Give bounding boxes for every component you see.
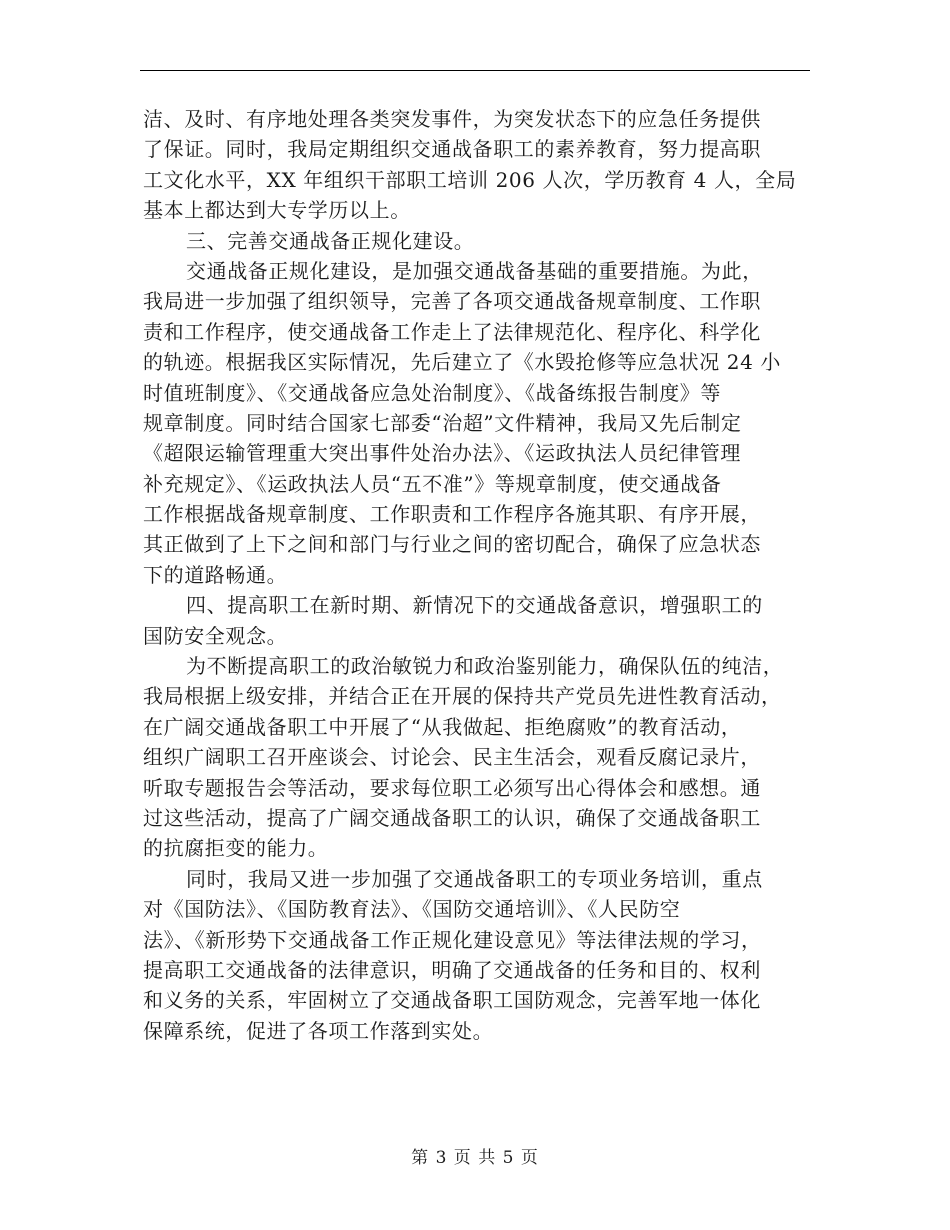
document-body bbox=[143, 104, 809, 1046]
text-line: 下的道路畅通。 bbox=[143, 562, 288, 587]
text-line: 为不断提高职工的政治敏锐力和政治鉴别能力，确保队伍的纯洁， bbox=[186, 654, 784, 679]
text-line: 法》、《新形势下交通战备工作正规化建设意见》等法律法规的学习， bbox=[143, 927, 762, 952]
text-line: 的抗腐拒变的能力。 bbox=[143, 836, 329, 861]
text-line: 补充规定》、《运政执法人员“五不准”》等规章制度，使交通战备 bbox=[143, 471, 722, 496]
text-line: 过这些活动，提高了广阔交通战备职工的认识，确保了交通战备职工 bbox=[143, 805, 761, 830]
text-line: 对《国防法》、《国防教育法》、《国防交通培训》、《人民防空 bbox=[143, 897, 681, 922]
text-line: 工文化水平，XX 年组织干部职工培训 206 人次，学历教育 4 人，全局 bbox=[143, 167, 797, 192]
text-line: 保障系统，促进了各项工作落到实处。 bbox=[143, 1018, 494, 1043]
text-line: 四、提高职工在新时期、新情况下的交通战备意识，增强职工的 bbox=[186, 593, 763, 618]
text-line: 了保证。同时，我局定期组织交通战备职工的素养教育，努力提高职 bbox=[143, 137, 761, 162]
text-line: 在广阔交通战备职工中开展了“从我做起、拒绝腐败”的教育活动， bbox=[143, 714, 742, 739]
text-line: 基本上都达到大专学历以上。 bbox=[143, 198, 411, 223]
text-line: 听取专题报告会等活动，要求每位职工必须写出心得体会和感想。通 bbox=[143, 775, 761, 800]
text-line: 《超限运输管理重大突出事件处治办法》、《运政执法人员纪律管理 bbox=[143, 441, 741, 466]
page-footer bbox=[0, 1143, 950, 1168]
text-line: 提高职工交通战备的法律意识，明确了交通战备的任务和目的、权利 bbox=[143, 957, 761, 982]
text-line: 我局根据上级安排，并结合正在开展的保持共产党员先进性教育活动， bbox=[143, 684, 782, 709]
text-line: 和义务的关系，牢固树立了交通战备职工国防观念，完善军地一体化 bbox=[143, 988, 761, 1013]
text-line: 洁、及时、有序地处理各类突发事件，为突发状态下的应急任务提供 bbox=[143, 107, 761, 131]
text-line: 同时，我局又进一步加强了交通战备职工的专项业务培训，重点 bbox=[186, 866, 763, 891]
text-line: 三、完善交通战备正规化建设。 bbox=[186, 228, 475, 253]
text-line: 组织广阔职工召开座谈会、讨论会、民主生活会，观看反腐记录片， bbox=[143, 745, 761, 770]
text-line: 我局进一步加强了组织领导，完善了各项交通战备规章制度、工作职 bbox=[143, 289, 761, 314]
text-line: 的轨迹。根据我区实际情况，先后建立了《水毁抢修等应急状况 24 小 bbox=[143, 350, 781, 375]
header-rule bbox=[140, 70, 810, 71]
text-line: 国防安全观念。 bbox=[143, 623, 288, 648]
text-line: 规章制度。同时结合国家七部委“治超”文件精神，我局又先后制定 bbox=[143, 410, 742, 435]
text-line: 时值班制度》、《交通战备应急处治制度》、《战备练报告制度》等 bbox=[143, 380, 721, 405]
text-line: 责和工作程序，使交通战备工作走上了法律规范化、程序化、科学化 bbox=[143, 319, 761, 344]
page-number: 第 3 页 共 5 页 bbox=[411, 1148, 539, 1168]
text-line: 工作根据战备规章制度、工作职责和工作程序各施其职、有序开展， bbox=[143, 502, 761, 527]
text-line: 其正做到了上下之间和部门与行业之间的密切配合，确保了应急状态 bbox=[143, 532, 761, 557]
text-line: 交通战备正规化建设，是加强交通战备基础的重要措施。为此， bbox=[186, 258, 763, 283]
